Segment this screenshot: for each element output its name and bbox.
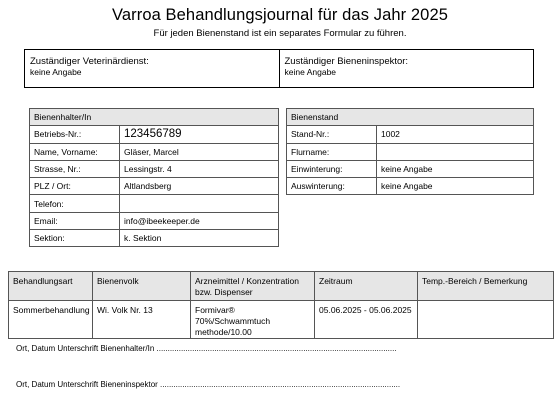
table-row <box>30 195 279 212</box>
treatment-table-header <box>9 272 554 301</box>
name-label: Name, Vorname: <box>30 143 120 160</box>
column-header-period: Zeitraum <box>315 272 418 301</box>
table-row <box>287 126 534 143</box>
section-label: Sektion: <box>30 230 120 247</box>
wintering-value: keine Angabe <box>377 160 534 177</box>
table-row <box>9 301 554 339</box>
table-row <box>287 178 534 195</box>
vet-value: keine Angabe <box>30 67 82 77</box>
vet-cell <box>25 50 279 87</box>
column-header-remarks: Temp.-Bereich / Bemerkung <box>418 272 554 301</box>
vet-label: Zuständiger Veterinärdienst: <box>30 56 149 67</box>
beekeeper-heading: Bienenhalter/In <box>30 109 279 126</box>
column-header-treatment-type: Behandlungsart <box>9 272 93 301</box>
table-row <box>287 143 534 160</box>
beekeeper-table <box>29 108 279 247</box>
treatment-type-cell: Sommerbehandlung <box>9 301 93 339</box>
period-cell: 05.06.2025 - 05.06.2025 <box>315 301 418 339</box>
medication-cell: Formivar® 70%/Schwammtuch methode/10.00 <box>191 301 315 339</box>
inspector-label: Zuständiger Bieneninspektor: <box>284 56 409 67</box>
table-row <box>30 160 279 177</box>
name-value: Gläser, Marcel <box>120 143 279 160</box>
table-row <box>287 160 534 177</box>
city-value: Altlandsberg <box>120 178 279 195</box>
apiary-heading: Bienenstand <box>287 109 534 126</box>
table-row <box>30 143 279 160</box>
phone-label: Telefon: <box>30 195 120 212</box>
operation-number-value: 123456789 <box>120 126 279 143</box>
phone-value <box>120 195 279 212</box>
field-name-value <box>377 143 534 160</box>
wintering-label: Einwinterung: <box>287 160 377 177</box>
table-row <box>30 126 279 143</box>
inspector-value: keine Angabe <box>284 67 337 77</box>
operation-number-label: Betriebs-Nr.: <box>30 126 120 143</box>
page-subtitle: Für jeden Bienenstand ist ein separates Formular zu führen. <box>153 28 407 39</box>
dewintering-value: keine Angabe <box>377 178 534 195</box>
authority-box <box>24 49 534 88</box>
colony-cell: Wi. Volk Nr. 13 <box>93 301 191 339</box>
table-row <box>30 212 279 229</box>
street-value: Lessingstr. 4 <box>120 160 279 177</box>
inspector-signature-line: Ort, Datum Unterschrift Bieneninspektor ............................................................................................................ <box>16 380 401 389</box>
page-title: Varroa Behandlungsjournal für das Jahr 2025 <box>111 6 449 24</box>
apiary-table-header <box>287 109 534 126</box>
stand-number-label: Stand-Nr.: <box>287 126 377 143</box>
remarks-cell <box>418 301 554 339</box>
column-header-colony: Bienenvolk <box>93 272 191 301</box>
column-header-medication: Arzneimittel / Konzentration bzw. Dispenser <box>191 272 315 301</box>
field-name-label: Flurname: <box>287 143 377 160</box>
treatment-table <box>8 271 554 339</box>
email-value: info@ibeekeeper.de <box>120 212 279 229</box>
email-label: Email: <box>30 212 120 229</box>
city-label: PLZ / Ort: <box>30 178 120 195</box>
dewintering-label: Auswinterung: <box>287 178 377 195</box>
table-row <box>30 178 279 195</box>
table-row <box>30 230 279 247</box>
apiary-table <box>286 108 534 195</box>
stand-number-value: 1002 <box>377 126 534 143</box>
street-label: Strasse, Nr.: <box>30 160 120 177</box>
beekeeper-signature-line: Ort, Datum Unterschrift Bienenhalter/In ............................................................................................................ <box>16 344 397 353</box>
section-value: k. Sektion <box>120 230 279 247</box>
inspector-cell <box>279 50 534 87</box>
beekeeper-table-header <box>30 109 279 126</box>
